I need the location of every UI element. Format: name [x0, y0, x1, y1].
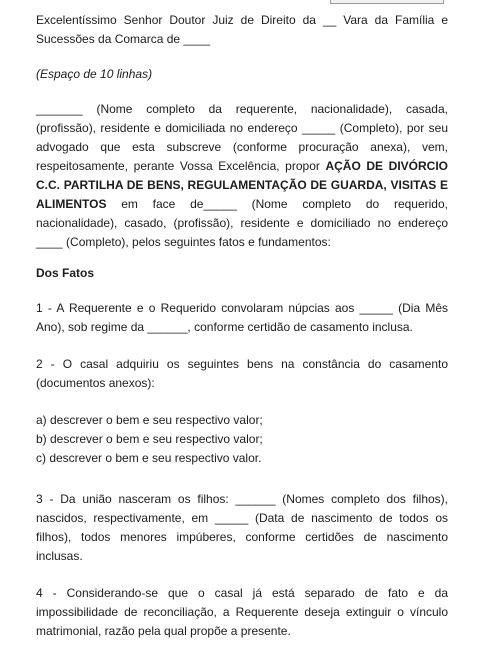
fact-3: 3 - Da união nasceram os filhos: ______ (Nomes completo dos filhos), nascidos, respectivamente, em _____ (Data de nascimento de todos os filhos), todos menores impúberes, conforme certidões de nascimento inclusas.: [36, 492, 448, 563]
space-note: (Espaço de 10 linhas): [36, 67, 153, 81]
fact-4: 4 - Considerando-se que o casal já está separado de fato e da impossibilidade de reconciliação, a Requerente deseja extinguir o vínculo matrimonial, razão pela qual propõe a presente.: [36, 586, 448, 638]
scroll-handle[interactable]: [330, 0, 444, 4]
intro-text-2: em face de_____ (Nome completo do requerido, nacionalidade), casado, (profissão), residente e domiciliado no endereço ____ (Completo), pelos seguintes fatos e fundamentos:: [36, 197, 448, 249]
intro-text-1: _______ (Nome completo da requerente, nacionalidade), casada, (profissão), residente e domiciliada no endereço _____ (Completo), por seu advogado que esta subscreve (conforme procuração anexa), vem, respeitosamente, perante Vossa Excelência, propor: [36, 102, 448, 173]
asset-list: [36, 411, 448, 468]
court-address: Excelentíssimo Senhor Doutor Juiz de Direito da __ Vara da Família e Sucessões da Comarca de ____: [36, 13, 448, 46]
list-item: b) descrever o bem e seu respectivo valor;: [36, 432, 263, 446]
list-item: c) descrever o bem e seu respectivo valor.: [36, 451, 262, 465]
action-title: AÇÃO DE DIVÓRCIO C.C. PARTILHA DE BENS, REGULAMENTAÇÃO DE GUARDA, VISITAS E ALIMENTOS: [36, 159, 448, 211]
section-title: Dos Fatos: [36, 266, 95, 280]
document-page: [36, 11, 448, 659]
fact-2: 2 - O casal adquiriu os seguintes bens na constância do casamento (documentos anexos):: [36, 357, 448, 390]
list-item: a) descrever o bem e seu respectivo valor;: [36, 413, 263, 427]
intro-paragraph: [36, 100, 448, 252]
fact-1: 1 - A Requerente e o Requerido convolaram núpcias aos _____ (Dia Mês Ano), sob regime da ______, conforme certidão de casamento inclusa.: [36, 301, 448, 334]
